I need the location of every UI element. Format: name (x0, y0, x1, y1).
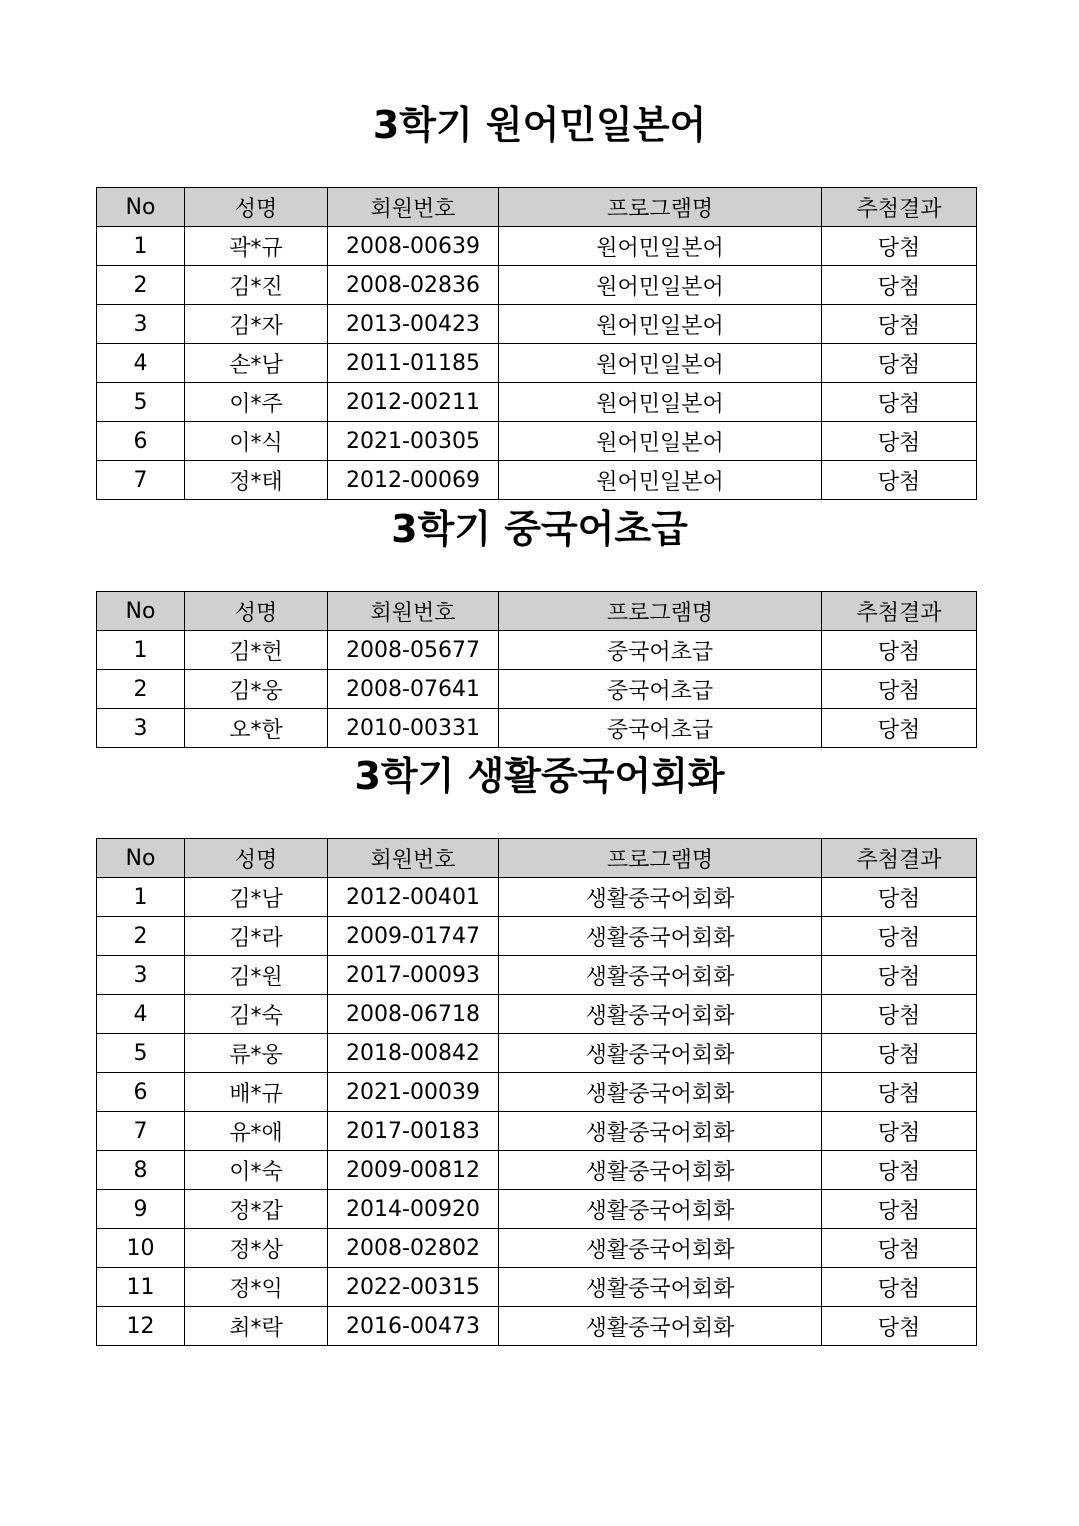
cell-no: 5 (97, 1034, 185, 1073)
cell-result: 당첨 (822, 956, 977, 995)
cell-no: 1 (97, 227, 185, 266)
cell-program: 생활중국어회화 (499, 917, 822, 956)
cell-program: 중국어초급 (499, 709, 822, 748)
cell-no: 4 (97, 344, 185, 383)
japanese-results-body (97, 227, 977, 500)
cell-program: 원어민일본어 (499, 383, 822, 422)
cell-no: 12 (97, 1307, 185, 1346)
cell-program: 생활중국어회화 (499, 1073, 822, 1112)
table-row (97, 1268, 977, 1307)
cell-member-id: 2008-00639 (328, 227, 499, 266)
section-title-japanese: 3학기 원어민일본어 (372, 103, 707, 147)
cell-result: 당첨 (822, 1307, 977, 1346)
cell-no: 3 (97, 956, 185, 995)
cell-result: 당첨 (822, 1034, 977, 1073)
column-header-program: 프로그램명 (499, 188, 822, 227)
table-row (97, 266, 977, 305)
cell-program: 원어민일본어 (499, 227, 822, 266)
table-row (97, 1073, 977, 1112)
column-header-name: 성명 (185, 839, 328, 878)
table-row (97, 1307, 977, 1346)
cell-program: 원어민일본어 (499, 461, 822, 500)
cell-result: 당첨 (822, 995, 977, 1034)
cell-member-id: 2008-02836 (328, 266, 499, 305)
cell-result: 당첨 (822, 1268, 977, 1307)
column-header-member-id: 회원번호 (328, 839, 499, 878)
cell-program: 생활중국어회화 (499, 956, 822, 995)
cell-program: 생활중국어회화 (499, 878, 822, 917)
cell-name: 이*식 (185, 422, 328, 461)
table-header-row (97, 188, 977, 227)
cell-name: 정*갑 (185, 1190, 328, 1229)
cell-no: 1 (97, 878, 185, 917)
cell-name: 정*상 (185, 1229, 328, 1268)
cell-name: 오*한 (185, 709, 328, 748)
column-header-member-id: 회원번호 (328, 188, 499, 227)
section-title-chinese-beginner: 3학기 중국어초급 (391, 507, 688, 551)
table-row (97, 461, 977, 500)
cell-no: 6 (97, 1073, 185, 1112)
cell-program: 생활중국어회화 (499, 1151, 822, 1190)
cell-member-id: 2011-01185 (328, 344, 499, 383)
cell-member-id: 2017-00183 (328, 1112, 499, 1151)
table-row (97, 1190, 977, 1229)
cell-member-id: 2017-00093 (328, 956, 499, 995)
cell-member-id: 2021-00039 (328, 1073, 499, 1112)
cell-program: 생활중국어회화 (499, 1229, 822, 1268)
column-header-no: No (97, 188, 185, 227)
cell-member-id: 2022-00315 (328, 1268, 499, 1307)
column-header-program: 프로그램명 (499, 839, 822, 878)
japanese-results-table (96, 187, 977, 500)
table-row (97, 1112, 977, 1151)
cell-name: 김*헌 (185, 631, 328, 670)
column-header-no: No (97, 839, 185, 878)
table-header-row (97, 592, 977, 631)
section-title-chinese-conversation: 3학기 생활중국어회화 (354, 754, 725, 798)
cell-result: 당첨 (822, 917, 977, 956)
cell-name: 정*익 (185, 1268, 328, 1307)
cell-name: 유*애 (185, 1112, 328, 1151)
cell-name: 이*주 (185, 383, 328, 422)
column-header-result: 추첨결과 (822, 839, 977, 878)
cell-member-id: 2009-00812 (328, 1151, 499, 1190)
chinese-beginner-results-body (97, 631, 977, 748)
cell-no: 1 (97, 631, 185, 670)
cell-member-id: 2018-00842 (328, 1034, 499, 1073)
table-row (97, 709, 977, 748)
cell-program: 생활중국어회화 (499, 995, 822, 1034)
chinese-beginner-results-table (96, 591, 977, 748)
cell-no: 9 (97, 1190, 185, 1229)
cell-no: 2 (97, 917, 185, 956)
cell-result: 당첨 (822, 670, 977, 709)
cell-no: 7 (97, 1112, 185, 1151)
cell-no: 3 (97, 709, 185, 748)
cell-result: 당첨 (822, 878, 977, 917)
cell-result: 당첨 (822, 631, 977, 670)
table-row (97, 1034, 977, 1073)
table-row (97, 956, 977, 995)
cell-name: 이*숙 (185, 1151, 328, 1190)
cell-member-id: 2008-05677 (328, 631, 499, 670)
cell-member-id: 2014-00920 (328, 1190, 499, 1229)
table-row (97, 344, 977, 383)
cell-result: 당첨 (822, 227, 977, 266)
cell-name: 최*락 (185, 1307, 328, 1346)
cell-member-id: 2021-00305 (328, 422, 499, 461)
column-header-result: 추첨결과 (822, 188, 977, 227)
cell-no: 11 (97, 1268, 185, 1307)
cell-name: 배*규 (185, 1073, 328, 1112)
cell-program: 생활중국어회화 (499, 1190, 822, 1229)
cell-no: 10 (97, 1229, 185, 1268)
table-header-row (97, 839, 977, 878)
column-header-result: 추첨결과 (822, 592, 977, 631)
cell-result: 당첨 (822, 1112, 977, 1151)
cell-program: 원어민일본어 (499, 344, 822, 383)
cell-no: 6 (97, 422, 185, 461)
table-row (97, 305, 977, 344)
cell-result: 당첨 (822, 305, 977, 344)
cell-result: 당첨 (822, 383, 977, 422)
cell-name: 김*숙 (185, 995, 328, 1034)
table-row (97, 878, 977, 917)
cell-member-id: 2008-02802 (328, 1229, 499, 1268)
column-header-name: 성명 (185, 188, 328, 227)
cell-name: 정*태 (185, 461, 328, 500)
cell-member-id: 2012-00211 (328, 383, 499, 422)
table-row (97, 631, 977, 670)
column-header-name: 성명 (185, 592, 328, 631)
table-row (97, 670, 977, 709)
cell-result: 당첨 (822, 461, 977, 500)
cell-result: 당첨 (822, 1229, 977, 1268)
cell-result: 당첨 (822, 266, 977, 305)
table-row (97, 227, 977, 266)
cell-name: 류*웅 (185, 1034, 328, 1073)
cell-program: 생활중국어회화 (499, 1268, 822, 1307)
cell-program: 원어민일본어 (499, 422, 822, 461)
cell-name: 김*라 (185, 917, 328, 956)
cell-member-id: 2012-00069 (328, 461, 499, 500)
cell-result: 당첨 (822, 1151, 977, 1190)
table-row (97, 422, 977, 461)
cell-name: 김*자 (185, 305, 328, 344)
table-row (97, 995, 977, 1034)
table-row (97, 1151, 977, 1190)
cell-result: 당첨 (822, 344, 977, 383)
cell-no: 7 (97, 461, 185, 500)
cell-member-id: 2010-00331 (328, 709, 499, 748)
cell-name: 김*남 (185, 878, 328, 917)
cell-member-id: 2008-07641 (328, 670, 499, 709)
cell-program: 원어민일본어 (499, 305, 822, 344)
cell-program: 중국어초급 (499, 670, 822, 709)
cell-program: 원어민일본어 (499, 266, 822, 305)
cell-no: 2 (97, 670, 185, 709)
cell-no: 4 (97, 995, 185, 1034)
table-row (97, 917, 977, 956)
cell-member-id: 2008-06718 (328, 995, 499, 1034)
cell-member-id: 2012-00401 (328, 878, 499, 917)
column-header-program: 프로그램명 (499, 592, 822, 631)
cell-member-id: 2013-00423 (328, 305, 499, 344)
cell-name: 김*원 (185, 956, 328, 995)
cell-name: 김*웅 (185, 670, 328, 709)
cell-no: 2 (97, 266, 185, 305)
cell-program: 생활중국어회화 (499, 1307, 822, 1346)
cell-member-id: 2009-01747 (328, 917, 499, 956)
cell-no: 5 (97, 383, 185, 422)
cell-result: 당첨 (822, 709, 977, 748)
cell-result: 당첨 (822, 422, 977, 461)
cell-member-id: 2016-00473 (328, 1307, 499, 1346)
chinese-conversation-results-body (97, 878, 977, 1346)
cell-no: 8 (97, 1151, 185, 1190)
table-row (97, 1229, 977, 1268)
column-header-no: No (97, 592, 185, 631)
table-row (97, 383, 977, 422)
cell-result: 당첨 (822, 1073, 977, 1112)
cell-no: 3 (97, 305, 185, 344)
cell-program: 생활중국어회화 (499, 1034, 822, 1073)
cell-name: 김*진 (185, 266, 328, 305)
cell-result: 당첨 (822, 1190, 977, 1229)
chinese-conversation-results-table (96, 838, 977, 1346)
cell-name: 손*남 (185, 344, 328, 383)
cell-program: 중국어초급 (499, 631, 822, 670)
cell-name: 곽*규 (185, 227, 328, 266)
column-header-member-id: 회원번호 (328, 592, 499, 631)
cell-program: 생활중국어회화 (499, 1112, 822, 1151)
